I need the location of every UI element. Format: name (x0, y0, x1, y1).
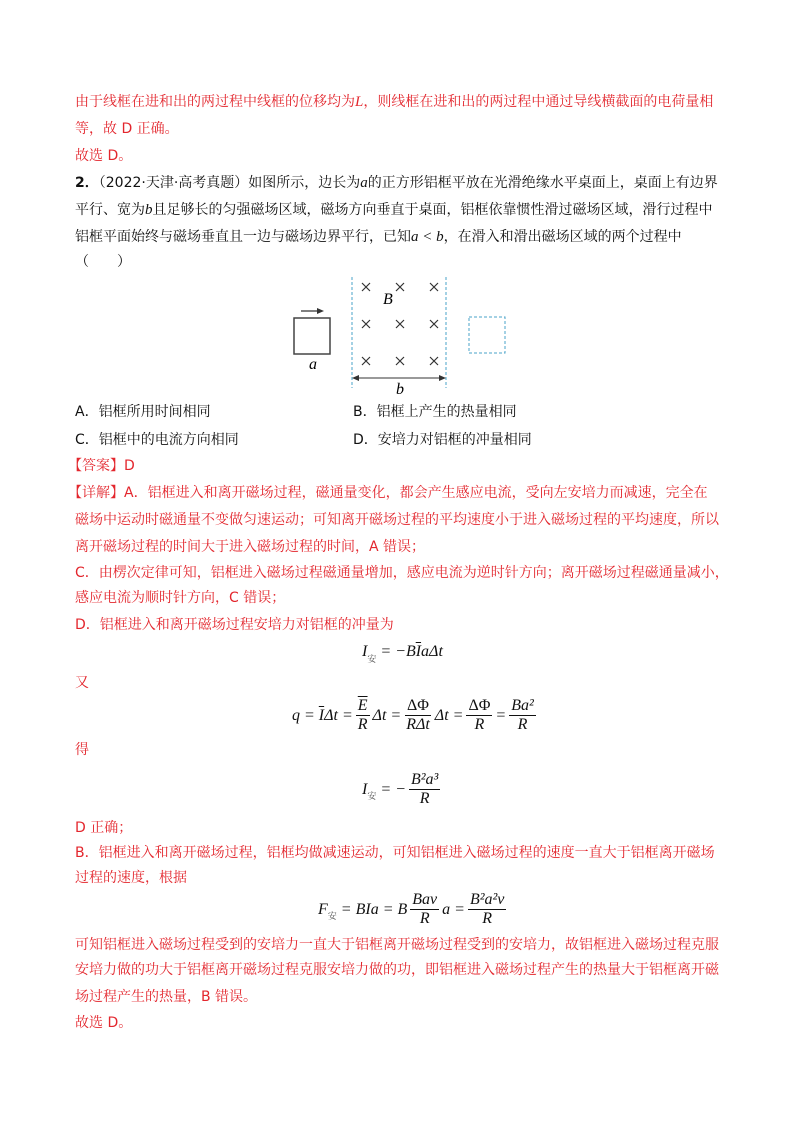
option-letter: D． (353, 432, 378, 448)
numerator: B²a³ (410, 771, 439, 788)
fraction (356, 697, 370, 734)
option-letter: A． (75, 404, 99, 420)
text: 平行、宽为 (75, 202, 145, 218)
frame-exit-position (469, 317, 505, 353)
text-de: 得 (75, 742, 89, 758)
var-L: L (355, 94, 364, 110)
cross-mark (430, 357, 438, 365)
velocity-arrow (301, 308, 324, 314)
denominator: R (419, 910, 430, 927)
detail-line: B．铝框进入和离开磁场过程，铝框均做减速运动，可知铝框进入磁场过程的速度一直大于铝框离开磁场 (75, 845, 715, 861)
eq-term: F (318, 900, 328, 918)
cross-mark (396, 357, 404, 365)
eq-term: = BIa = B (340, 900, 408, 918)
equation-charge (292, 697, 539, 734)
denominator: R (474, 716, 485, 733)
answer-label: 【答案】D (68, 458, 135, 474)
denominator: R (517, 716, 528, 733)
eq-term: = −B (380, 643, 416, 660)
option-b (353, 402, 517, 422)
cross-mark (430, 283, 438, 291)
eq-subscript: 安 (327, 911, 337, 921)
numerator: $\overline{E}$ (357, 697, 368, 714)
condition: a < b (411, 229, 444, 245)
option-d (353, 430, 532, 450)
magnetic-field-figure (0, 0, 800, 400)
detail-line: 安培力做的功大于铝框离开磁场过程克服安培力做的功，即铝框进入磁场过程产生的热量大于铝框离开磁 (75, 962, 719, 978)
aluminum-frame (294, 318, 330, 354)
text: ，则线框在进和出的两过程中通过导线横截面的电荷量相 (363, 94, 714, 110)
label-B: B (383, 291, 393, 308)
text: ，在滑入和滑出磁场区域的两个过程中 (443, 229, 682, 245)
text-d-correct: D 正确； (75, 820, 133, 836)
denominator: RΔt (406, 716, 430, 733)
option-text: 铝框所用时间相同 (98, 404, 211, 420)
cross-mark (362, 357, 370, 365)
option-letter: C． (75, 432, 99, 448)
eq-term: = (495, 706, 507, 724)
eq-term: aΔt (421, 643, 443, 660)
option-text: 安培力对铝框的冲量相同 (377, 432, 532, 448)
eq-term: Δt = (434, 706, 464, 724)
eq-term: q = (292, 706, 315, 724)
eq-term: = − (380, 780, 406, 798)
detail-line (68, 483, 708, 503)
cross-mark (362, 320, 370, 328)
eq-subscript: 安 (367, 653, 377, 664)
fraction (466, 697, 492, 734)
label-b: b (396, 381, 404, 398)
question-source: （2022·天津·高考真题） (98, 175, 249, 191)
numerator: ΔΦ (407, 697, 429, 714)
text: 由于线框在进和出的两过程中线框的位移均为 (75, 94, 355, 110)
option-a (75, 402, 211, 422)
detail-line: C．由楞次定律可知，铝框进入磁场过程磁通量增加，感应电流为逆时针方向；离开磁场过程磁通量减小， (75, 565, 729, 581)
detail-label: 【详解】 (68, 485, 124, 501)
cross-mark (396, 320, 404, 328)
numerator: B²a²v (469, 891, 505, 908)
fraction (509, 697, 536, 734)
option-c (75, 430, 239, 450)
option-text: 铝框上产生的热量相同 (376, 404, 517, 420)
equation-impulse (362, 643, 443, 664)
detail-line: 感应电流为顺时针方向，C 错误； (75, 590, 286, 606)
denominator: R (419, 790, 430, 807)
fraction (410, 891, 439, 928)
numerator: ΔΦ (468, 697, 491, 714)
cross-mark (362, 283, 370, 291)
fraction (404, 697, 432, 734)
detail-line: 过程的速度，根据 (75, 870, 187, 886)
eq-term: Δt = (324, 706, 353, 724)
detail-line: 可知铝框进入磁场过程受到的安培力一直大于铝框离开磁场过程受到的安培力，故铝框进入磁场过程克服 (75, 937, 719, 953)
detail-line: 磁场中运动时磁通量不变做匀速运动；可知离开磁场过程的平均速度小于进入磁场过程的平均速度，所以 (75, 512, 719, 528)
var-a: a (360, 175, 368, 191)
cross-mark (396, 283, 404, 291)
denominator: R (482, 910, 493, 927)
equation-impulse-result (362, 771, 443, 808)
eq-term: $\overline{I}$ (415, 643, 422, 660)
eq-subscript: 安 (367, 791, 377, 801)
fraction (468, 891, 506, 928)
detail-line: 离开磁场过程的时间大于进入磁场过程的时间，A 错误； (75, 539, 426, 555)
eq-term: I (362, 780, 368, 798)
numerator: Ba² (511, 697, 534, 714)
text-you: 又 (75, 675, 89, 691)
cross-mark (430, 320, 438, 328)
final-choice: 故选 D。 (75, 1015, 133, 1031)
detail-line: 场过程产生的热量，B 错误。 (75, 989, 258, 1005)
eq-term: Δt = (372, 706, 402, 724)
text: 如图所示，边长为 (248, 175, 361, 191)
denominator: R (357, 716, 368, 733)
numerator: Bav (412, 891, 438, 908)
text: 且足够长的匀强磁场区域，磁场方向垂直于桌面，铝框依靠惯性滑过磁场区域，滑行过程中 (152, 202, 713, 218)
text: A．铝框进入和离开磁场过程，磁通量变化，都会产生感应电流，受向左安培力而减速，完全在 (124, 485, 708, 501)
prev-solution-line: 等，故 D 正确。 (75, 121, 179, 137)
var-b: b (145, 202, 153, 218)
answer-parens: （ ） (75, 254, 131, 270)
label-a: a (309, 356, 317, 373)
option-letter: B． (353, 404, 377, 420)
detail-line: D．铝框进入和离开磁场过程安培力对铝框的冲量为 (75, 617, 394, 633)
eq-term: I (362, 643, 368, 660)
text: 的正方形铝框平放在光滑绝缘水平桌面上，桌面上有边界 (367, 175, 718, 191)
option-text: 铝框中的电流方向相同 (98, 432, 239, 448)
equation-force (318, 891, 509, 928)
question-number: 2． (75, 175, 99, 191)
fraction (409, 771, 440, 808)
prev-choose: 故选 D。 (75, 148, 133, 164)
eq-term: $\overline{I}$ (318, 706, 325, 724)
field-crosses (362, 283, 438, 365)
eq-term: a = (442, 900, 465, 918)
text: 铝框平面始终与磁场垂直且一边与磁场边界平行，已知 (75, 229, 411, 245)
